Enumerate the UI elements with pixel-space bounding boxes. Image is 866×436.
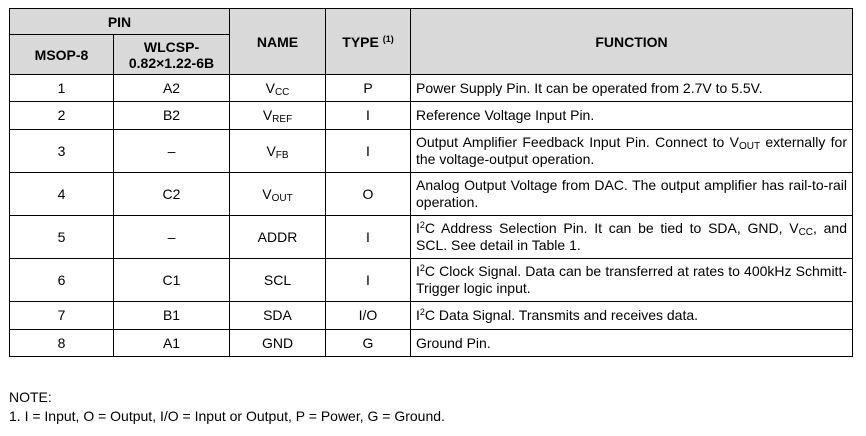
pin-name-main: SCL (263, 271, 292, 288)
pin-type: I (326, 130, 411, 173)
function-text: I (416, 220, 420, 236)
pin-function (411, 102, 853, 130)
pin-name-main: V (266, 142, 276, 159)
type-header (326, 9, 411, 75)
table-row (10, 259, 853, 302)
pin-function (411, 302, 853, 330)
pin-name-main: SDA (263, 307, 292, 323)
msop-pin: 7 (10, 302, 114, 330)
pin-function (411, 259, 853, 302)
type-header-label: TYPE (342, 33, 379, 50)
msop-pin: 2 (10, 102, 114, 130)
wlcsp-pin: A1 (114, 330, 230, 357)
function-text: C Data Signal. Transmits and receives data. (424, 307, 699, 323)
msop-pin: 8 (10, 330, 114, 357)
table-row (10, 130, 853, 173)
pin-type: G (326, 330, 411, 357)
pin-name (230, 259, 326, 302)
pin-type: O (326, 173, 411, 216)
msop-pin: 6 (10, 259, 114, 302)
wlcsp-pin: B2 (114, 102, 230, 130)
pin-name-subscript: FB (275, 149, 289, 161)
pin-function (411, 216, 853, 259)
pin-name-main: GND (261, 334, 294, 351)
pin-function (411, 173, 853, 216)
pin-function (411, 75, 853, 102)
pin-name (230, 216, 326, 259)
table-row (10, 75, 853, 102)
pin-name-subscript: REF (272, 114, 293, 125)
table-row (10, 173, 853, 216)
pin-name-main: V (262, 107, 273, 123)
wlcsp-pin: – (114, 216, 230, 259)
wlcsp-pin: C1 (114, 259, 230, 302)
pin-name-main: V (262, 185, 272, 202)
function-subscript: CC (798, 227, 814, 238)
pin-name-subscript: OUT (271, 192, 293, 204)
function-text: Reference Voltage Input Pin. (416, 107, 595, 123)
table-row (10, 302, 853, 330)
table-row (10, 330, 853, 357)
msop-pin: 3 (10, 130, 114, 173)
function-text: C Clock Signal. Data can be transferred at rates to 400kHz Schmitt-Trigger logic input. (416, 263, 847, 296)
function-text: I (416, 263, 420, 279)
pin-type: I (326, 259, 411, 302)
pin-type: I (326, 216, 411, 259)
pin-name (230, 330, 326, 357)
function-text: Output Amplifier Feedback Input Pin. Connect to V (416, 134, 739, 150)
function-text: externally for the voltage-output operation. (416, 134, 847, 167)
wlcsp-header (114, 35, 230, 75)
wlcsp-pin: – (114, 130, 230, 173)
pin-name (230, 75, 326, 102)
table-row (10, 102, 853, 130)
pin-function (411, 330, 853, 357)
function-superscript: 2 (419, 263, 425, 273)
function-text: I (416, 307, 420, 323)
pin-name (230, 302, 326, 330)
msop-header: MSOP-8 (10, 35, 114, 75)
pin-group-header: PIN (10, 9, 230, 35)
pin-type: P (326, 75, 411, 102)
note-title: NOTE: (9, 389, 52, 405)
type-footnote-marker: (1) (382, 33, 394, 44)
name-header: NAME (230, 9, 326, 75)
pin-name (230, 173, 326, 216)
note-line: 1. I = Input, O = Output, I/O = Input or Output, P = Power, G = Ground. (9, 408, 445, 424)
msop-pin: 5 (10, 216, 114, 259)
function-text: Power Supply Pin. It can be operated from 2.7V to 5.5V. (416, 79, 763, 96)
wlcsp-header-line1: WLCSP- (143, 38, 200, 55)
table-row (10, 216, 853, 259)
pin-type: I (326, 102, 411, 130)
wlcsp-pin: B1 (114, 302, 230, 330)
function-superscript: 2 (419, 220, 425, 230)
pin-name-main: V (265, 79, 275, 96)
msop-pin: 1 (10, 75, 114, 102)
function-text: Ground Pin. (416, 334, 491, 351)
wlcsp-pin: C2 (114, 173, 230, 216)
function-superscript: 2 (419, 307, 425, 317)
function-subscript: OUT (738, 141, 761, 152)
wlcsp-header-line2: 0.82×1.22-6B (128, 54, 215, 71)
function-text: C Address Selection Pin. It can be tied to SDA, GND, V (424, 220, 799, 236)
pin-function (411, 130, 853, 173)
footnote (9, 388, 445, 426)
function-text: , and SCL. See detail in Table 1. (416, 220, 847, 253)
pin-name-main: ADDR (257, 228, 298, 245)
pin-name (230, 102, 326, 130)
function-header: FUNCTION (411, 9, 853, 75)
wlcsp-pin: A2 (114, 75, 230, 102)
msop-pin: 4 (10, 173, 114, 216)
pin-function-table (9, 8, 853, 357)
function-text: Analog Output Voltage from DAC. The output amplifier has rail-to-rail operation. (416, 177, 847, 210)
pin-name-subscript: CC (274, 86, 290, 98)
pin-type: I/O (326, 302, 411, 330)
pin-name (230, 130, 326, 173)
